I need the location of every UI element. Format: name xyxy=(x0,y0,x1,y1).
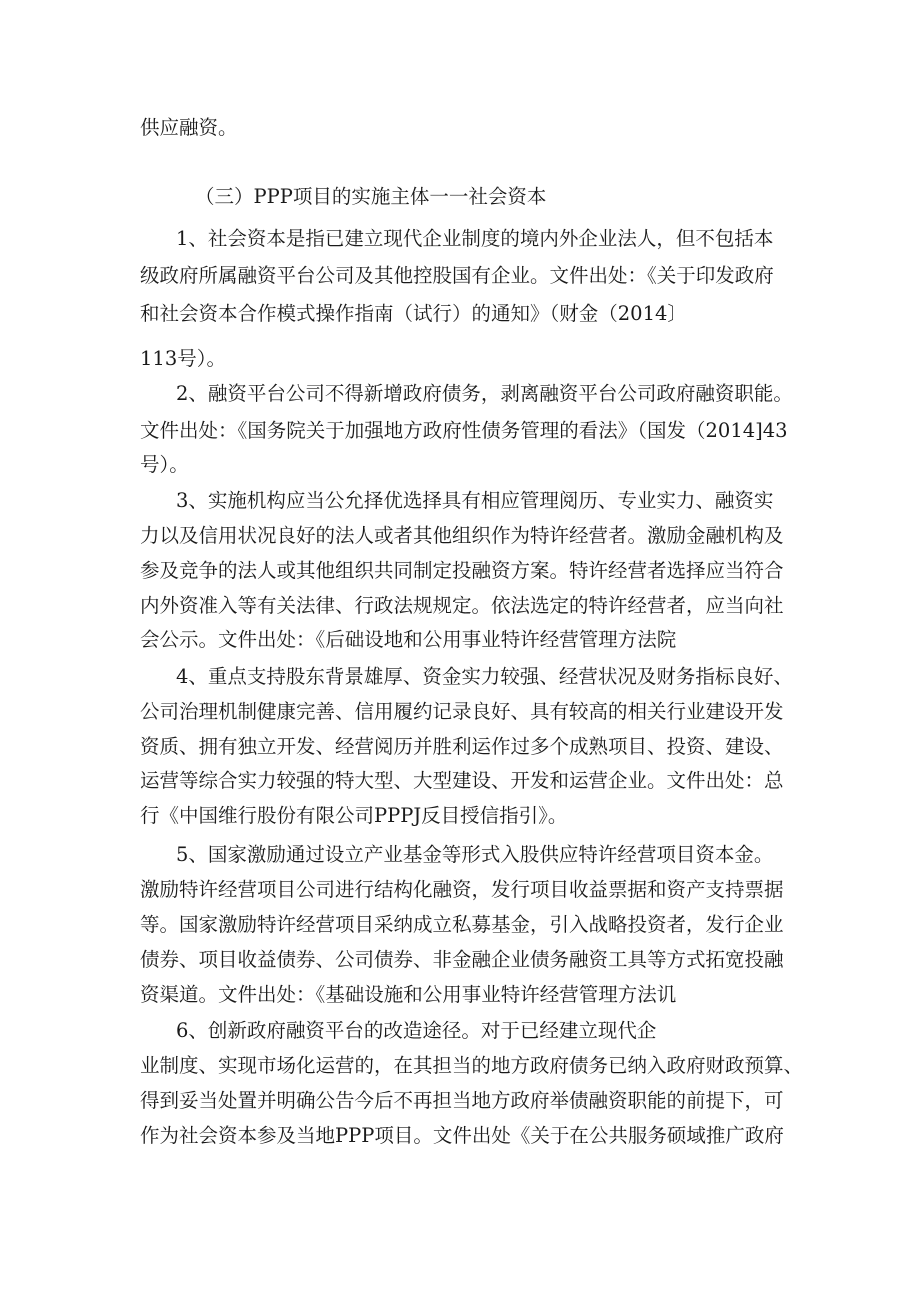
item-6-line-3: 得到妥当处置并明确公告今后不再担当地方政府举债融资职能的前提下，可 xyxy=(140,1089,784,1112)
item-3-line-5: 会公示。文件出处：《后础设地和公用事业特许经营管理方法院 xyxy=(140,628,677,651)
item-3-line-2: 力以及信用状况良好的法人或者其他组织作为特许经营者。激励金融机构及 xyxy=(140,524,784,547)
item-5-line-3: 等。国家激励特许经营项目采纳成立私募基金，引入战略投资者，发行企业 xyxy=(140,913,784,936)
item-5-line-5: 资渠道。文件出处：《基础设施和公用事业特许经营管理方法讥 xyxy=(140,983,677,1006)
item-4-line-5: 行《中国维行股份有限公司PPPJ反目授信指引》。 xyxy=(140,804,568,827)
item-6-line-2: 业制度、实现市场化运营的，在其担当的地方政府债务已纳入政府财政预算、 xyxy=(140,1054,804,1077)
item-5-line-2: 激励特许经营项目公司进行结构化融资，发行项目收益票据和资产支持票据 xyxy=(140,878,784,901)
item-4-line-4: 运营等综合实力较强的特大型、大型建设、开发和运营企业。文件出处：总 xyxy=(140,769,784,792)
item-1-line-2: 级政府所属融资平台公司及其他控股国有企业。文件出处：《关于印发政府 xyxy=(140,264,774,287)
item-3-line-4: 内外资准入等有关法律、行政法规规定。依法选定的特许经营者，应当向社 xyxy=(140,594,784,617)
item-6-line-4: 作为社会资本参及当地PPP项目。文件出处《关于在公共服务硕域推广政府 xyxy=(140,1124,784,1147)
item-2-line-1: 2、融资平台公司不得新增政府债务，剥离融资平台公司政府融资职能。 xyxy=(176,382,793,405)
item-5-line-4: 债券、项目收益债券、公司债券、非金融企业债务融资工具等方式拓宽投融 xyxy=(140,948,784,971)
item-3-line-3: 参及竞争的法人或其他组织共同制定投融资方案。特许经营者选择应当符合 xyxy=(140,559,784,582)
item-4-line-2: 公司治理机制健康完善、信用履约记录良好、具有较高的相关行业建设开发 xyxy=(140,700,784,723)
item-2-line-3: 号）。 xyxy=(140,453,189,476)
item-1-line-3: 和社会资本合作模式操作指南（试行）的通知》（财金（2014〕 xyxy=(140,302,687,325)
item-2-line-2: 文件出处：《国务院关于加强地方政府性债务管理的看法》（国发（2014]43 xyxy=(140,419,788,442)
item-5-line-1: 5、国家激励通过设立产业基金等形式入股供应特许经营项目资本金。 xyxy=(176,843,774,866)
item-6-line-1: 6、创新政府融资平台的改造途径。对于已经建立现代企 xyxy=(176,1019,657,1042)
item-1-line-1: 1、社会资本是指已建立现代企业制度的境内外企业法人，但不包括本 xyxy=(176,227,774,250)
item-1-line-4: 113号）。 xyxy=(140,347,226,370)
item-3-line-1: 3、实施机构应当公允择优选择具有相应管理阅历、专业实力、融资实 xyxy=(176,489,774,512)
item-4-line-1: 4、重点支持股东背景雄厚、资金实力较强、经营状况及财务指标良好、 xyxy=(176,665,793,688)
text-line-continuation: 供应融资。 xyxy=(140,116,238,139)
section-heading: （三）PPP项目的实施主体一一社会资本 xyxy=(195,185,547,208)
item-4-line-3: 资质、拥有独立开发、经营阅历并胜利运作过多个成熟项目、投资、建设、 xyxy=(140,735,784,758)
